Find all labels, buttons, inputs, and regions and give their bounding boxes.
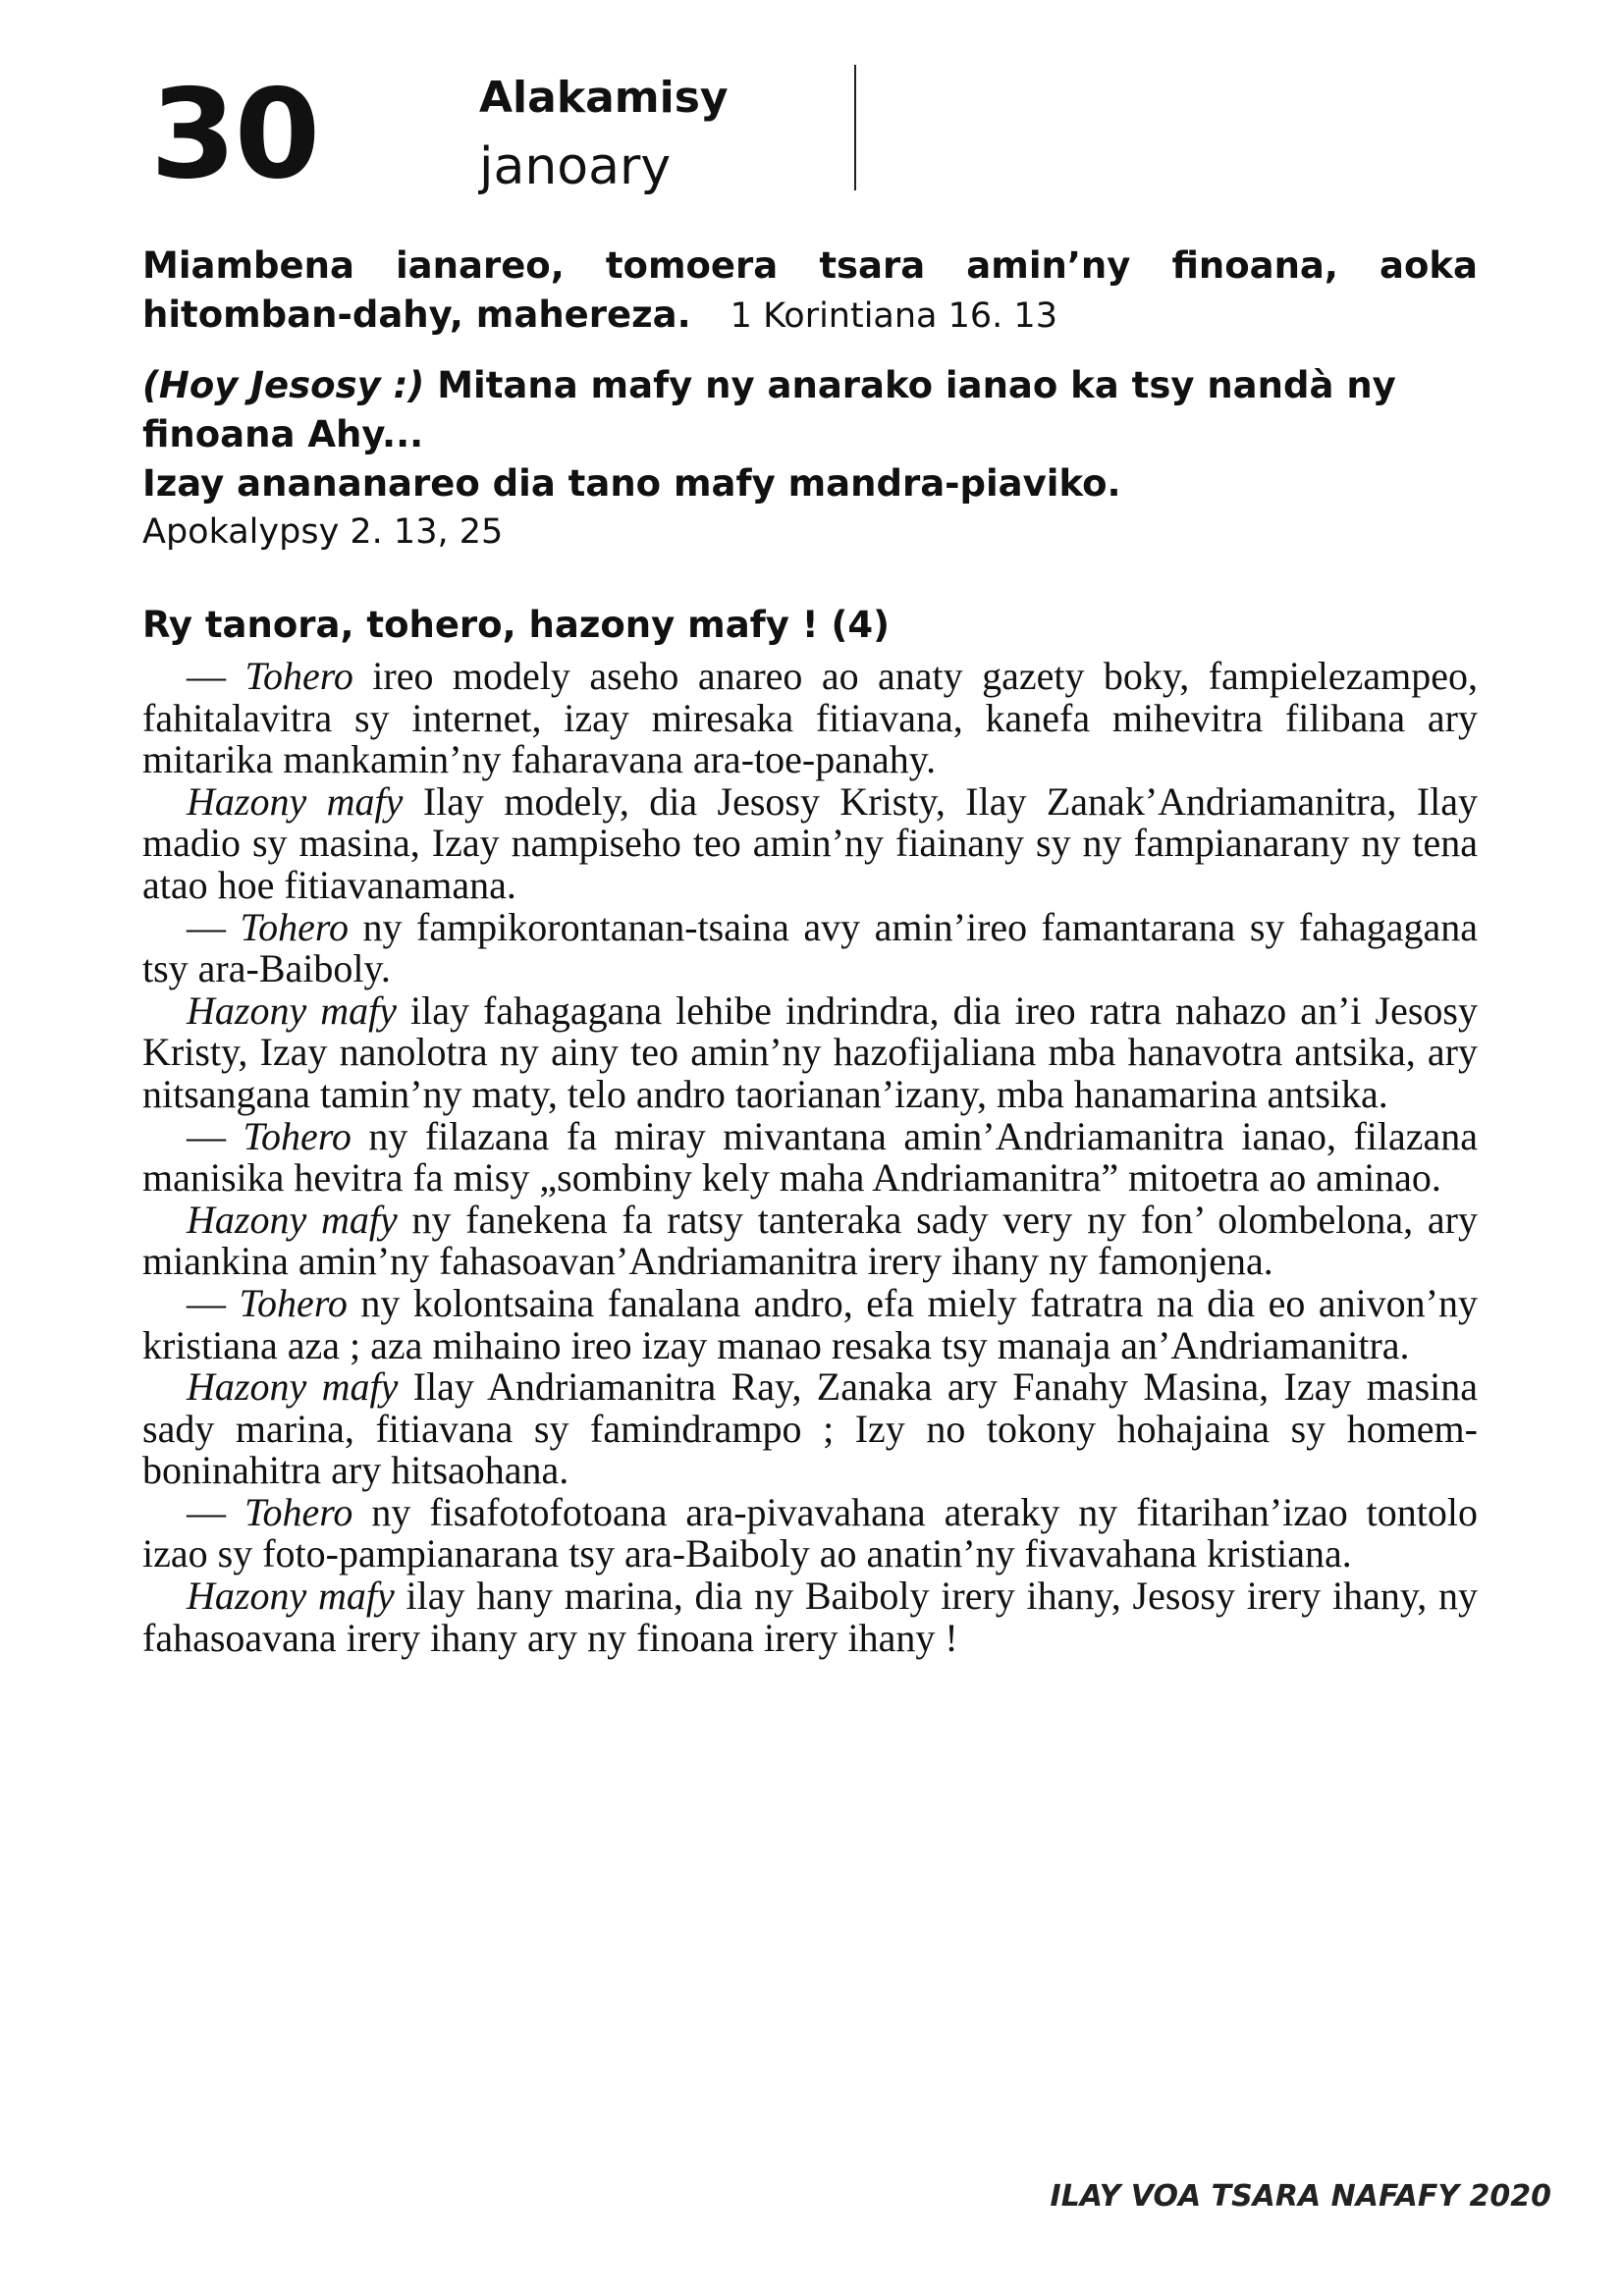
header-divider [854,65,856,190]
weekday: Alakamisy [479,73,729,123]
verse-text: Miambena ianareo, tomoera tsara amin’ny finoana, aoka hitomban-dahy, mahereza. [142,244,1478,336]
article-paragraph [142,1366,1478,1492]
paragraph-dash: — [187,1489,244,1534]
article-paragraph [142,1280,1479,1367]
paragraph-text: ilay fahagagana lehibe indrindra, dia ireo ratra nahazo an’i Jesosy Kristy, Izay nanolotra ny ainy teo amin’ny hazofijaliana mba hanavotra antsika, ary nitsangana tamin’ny maty, telo andro taorianan’izany, mba hanamarina antsika. [142,988,1478,1116]
paragraph-dash: — [187,654,245,698]
day-number: 30 [150,62,319,206]
paragraph-text: ny fampikorontanan-tsaina avy amin’ireo famantarana sy fahagagana tsy ara-Baiboly. [142,904,1479,991]
paragraph-text: ny filazana fa miray mivantana amin’Andriamanitra ianao, filazana manisika hevitra fa misy „sombiny kely maha Andriamanitra” mitoetra ao aminao. [142,1113,1479,1201]
article-body [142,656,1478,1659]
paragraph-text: ny fanekena fa ratsy tanteraka sady very ny fon’ olombelona, ary miankina amin’ny fahasoavan’Andriamanitra irery ihany ny famonjena. [142,1197,1479,1284]
paragraph-text: ilay hany marina, dia ny Baiboly irery ihany, Jesosy irery ihany, ny fahasoavana irery ihany ary ny finoana irery ihany ! [142,1574,1478,1660]
article-paragraph [142,990,1478,1116]
paragraph-dash: — [187,1113,243,1158]
paragraph-lead: Hazony mafy [187,1197,398,1242]
paragraph-dash: — [187,904,241,949]
paragraph-lead: Tohero [239,1280,348,1325]
paragraph-lead: Hazony mafy [187,1364,399,1410]
paragraph-lead: Hazony mafy [187,1574,395,1619]
paragraph-text: Ilay Andriamanitra Ray, Zanaka ary Fanahy Masina, Izay masina sady marina, fitiavana sy famindrampo ; Izy no tokony hohajaina sy homem-boninahitra ary hitsaohana. [142,1364,1478,1493]
second-verse [142,361,1478,556]
paragraph-lead: Tohero [240,904,349,949]
verse-of-day [142,241,1478,341]
paragraph-text: Ilay modely, dia Jesosy Kristy, Ilay Zanak’Andriamanitra, Ilay madio sy masina, Izay nampiseho teo amin’ny fiainany sy ny fampianarany ny tena atao hoe fitiavanamana. [142,778,1478,907]
paragraph-dash: — [187,1280,240,1325]
article-title: Ry tanora, tohero, hazony mafy ! (4) [142,604,891,646]
paragraph-lead: Tohero [244,654,353,698]
verse-intro: (Hoy Jesosy :) [142,364,425,406]
verse-line-2: Izay anananareo dia tano mafy mandra-piaviko. [142,462,1121,505]
paragraph-lead: Hazony mafy [187,988,397,1033]
verse-line-1: Mitana mafy ny anarako ianao ka tsy nandà ny finoana Ahy... [142,364,1396,455]
article-paragraph [142,778,1478,907]
paragraph-text: ireo modely aseho anareo ao anaty gazety boky, fampielezampeo, fahitalavitra sy internet, izay miresaka fitiavana, kanefa mihevitra filibana ary mitarika mankamin’ny faharavana ara-toe-panahy. [142,654,1478,782]
article [142,599,1478,1659]
article-paragraph [142,1489,1479,1576]
article-paragraph [142,1575,1478,1659]
article-paragraph [142,656,1478,781]
date-header [150,61,877,208]
paragraph-lead: Tohero [243,1489,353,1534]
month: janoary [479,137,672,196]
paragraph-text: ny kolontsaina fanalana andro, efa miely fatratra na dia eo anivon’ny kristiana aza ; aza mihaino ireo izay manao resaka tsy manaja an’Andriamanitra. [142,1280,1479,1367]
paragraph-lead: Tohero [243,1113,352,1158]
article-paragraph [142,904,1479,991]
paragraph-lead: Hazony mafy [187,778,404,824]
footer-publication: ILAY VOA TSARA NAFAFY 2020 [1050,2179,1551,2214]
verse-reference-2: Apokalypsy 2. 13, 25 [142,512,504,552]
article-paragraph [142,1197,1479,1284]
article-paragraph [142,1113,1479,1201]
paragraph-text: ny fisafotofotoana ara-pivavahana ateraky ny fitarihan’izao tontolo izao sy foto-pampianarana tsy ara-Baiboly ao anatin’ny fivavahana kristiana. [142,1489,1479,1576]
verse-reference: 1 Korintiana 16. 13 [730,296,1057,336]
